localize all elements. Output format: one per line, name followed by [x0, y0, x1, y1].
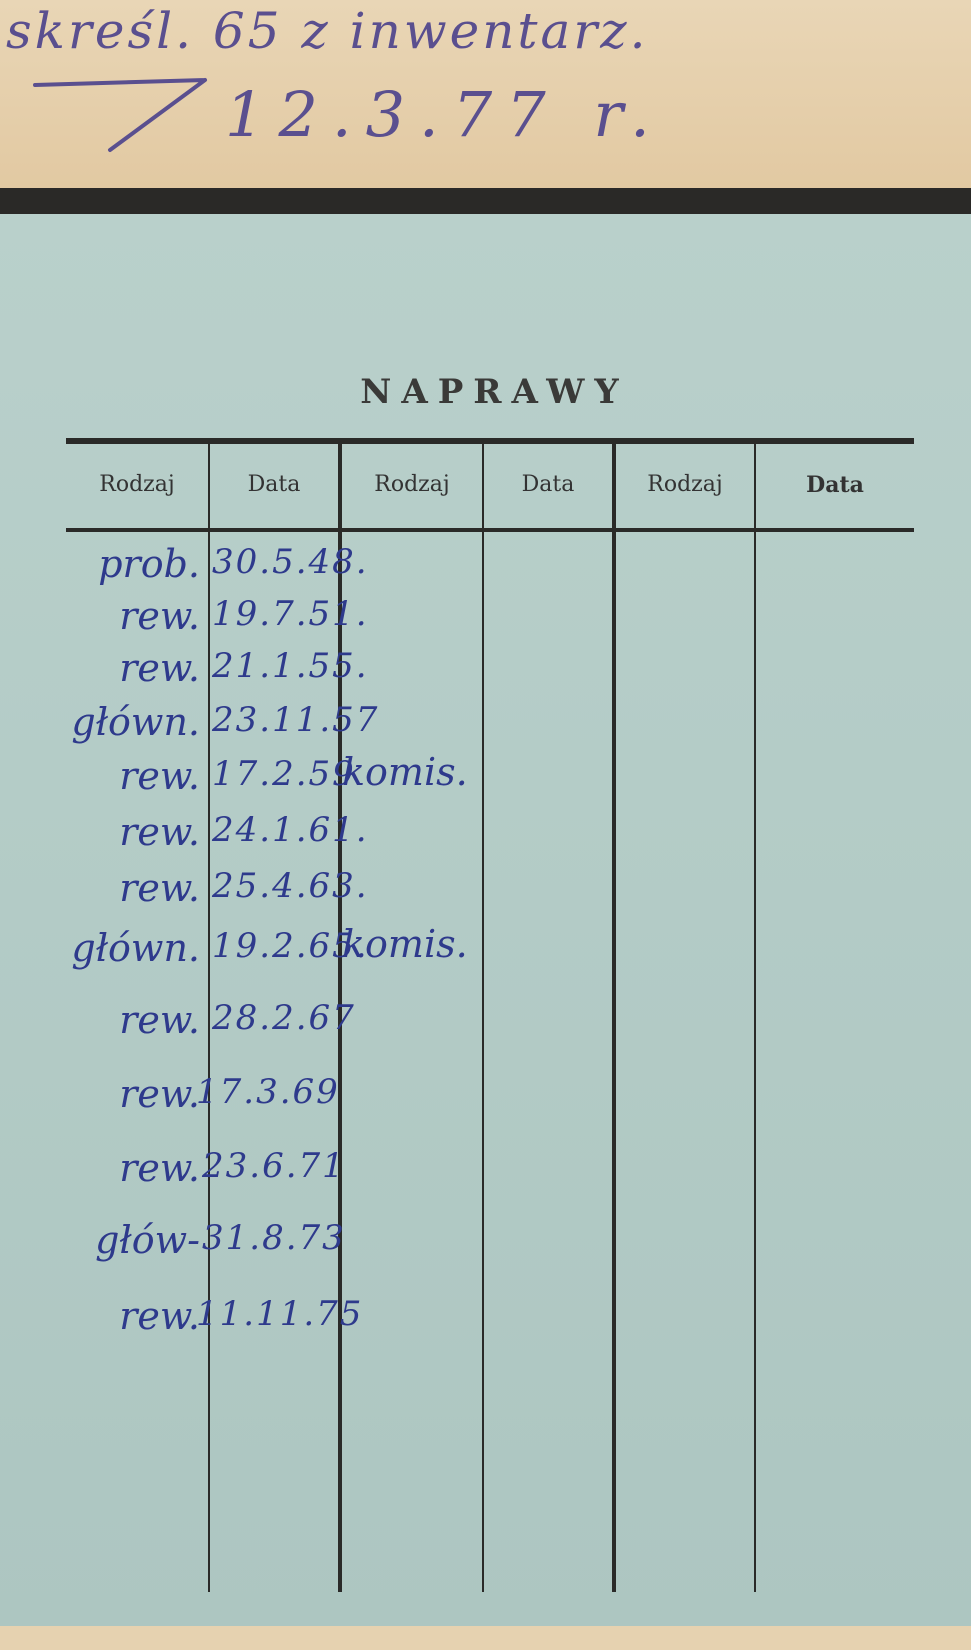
card-edge-divider: [0, 188, 971, 214]
entry-date: 23.11.57: [212, 700, 380, 740]
entry-kind: rew.: [119, 1072, 200, 1116]
header-data-1: Data: [247, 472, 301, 497]
header-rodzaj-2: Rodzaj: [374, 472, 450, 497]
note-line-2: 12.3.77 r.: [225, 78, 664, 151]
header-rodzaj-3: Rodzaj: [647, 472, 723, 497]
entry-kind: główn.: [71, 926, 200, 970]
entry-kind: rew.: [119, 594, 200, 638]
entry-date: 24.1.61.: [212, 810, 369, 850]
entry-date: 19.2.65.: [212, 926, 369, 966]
entry-kind: prob.: [98, 542, 200, 586]
entry-kind: rew.: [119, 754, 200, 798]
entry-date: 19.7.51.: [212, 594, 369, 634]
column-divider: [754, 442, 756, 1592]
entry-date: 21.1.55.: [212, 646, 369, 686]
header-data-3: Data: [806, 472, 864, 498]
entry-kind: rew.: [119, 1294, 200, 1338]
repairs-table: [66, 438, 914, 1650]
entry-kind: głów-: [95, 1218, 200, 1262]
entry-kind: rew.: [119, 998, 200, 1042]
entry-date: 31.8.73: [202, 1218, 346, 1258]
column-divider: [208, 442, 210, 1592]
entry-kind: rew.: [119, 646, 200, 690]
header-data-2: Data: [521, 472, 575, 497]
entry-date: 30.5.48.: [212, 542, 369, 582]
entry-kind: główn.: [71, 700, 200, 744]
note-line-1: skreśl. 65 z inwentarz.: [6, 2, 649, 60]
entry-kind: rew.: [119, 1146, 200, 1190]
entry-note: komis.: [342, 922, 468, 966]
entry-kind: rew.: [119, 866, 200, 910]
entry-date: 11.11.75: [196, 1294, 364, 1334]
entry-date: 17.3.69: [196, 1072, 340, 1112]
entry-date: 25.4.63.: [212, 866, 369, 906]
form-title: NAPRAWY: [360, 372, 629, 412]
entry-date: 28.2.67: [212, 998, 356, 1038]
header-rodzaj-1: Rodzaj: [99, 472, 175, 497]
table-header-rule: [66, 528, 914, 532]
entry-kind: rew.: [119, 810, 200, 854]
repairs-form-card: [0, 214, 971, 1626]
column-divider: [612, 442, 616, 1592]
entry-date: 17.2.59: [212, 754, 356, 794]
entry-date: 23.6.71: [202, 1146, 346, 1186]
table-top-rule: [66, 438, 914, 444]
column-divider: [482, 442, 484, 1592]
handwritten-note-strip: [0, 0, 971, 188]
entry-note: komis.: [342, 750, 468, 794]
